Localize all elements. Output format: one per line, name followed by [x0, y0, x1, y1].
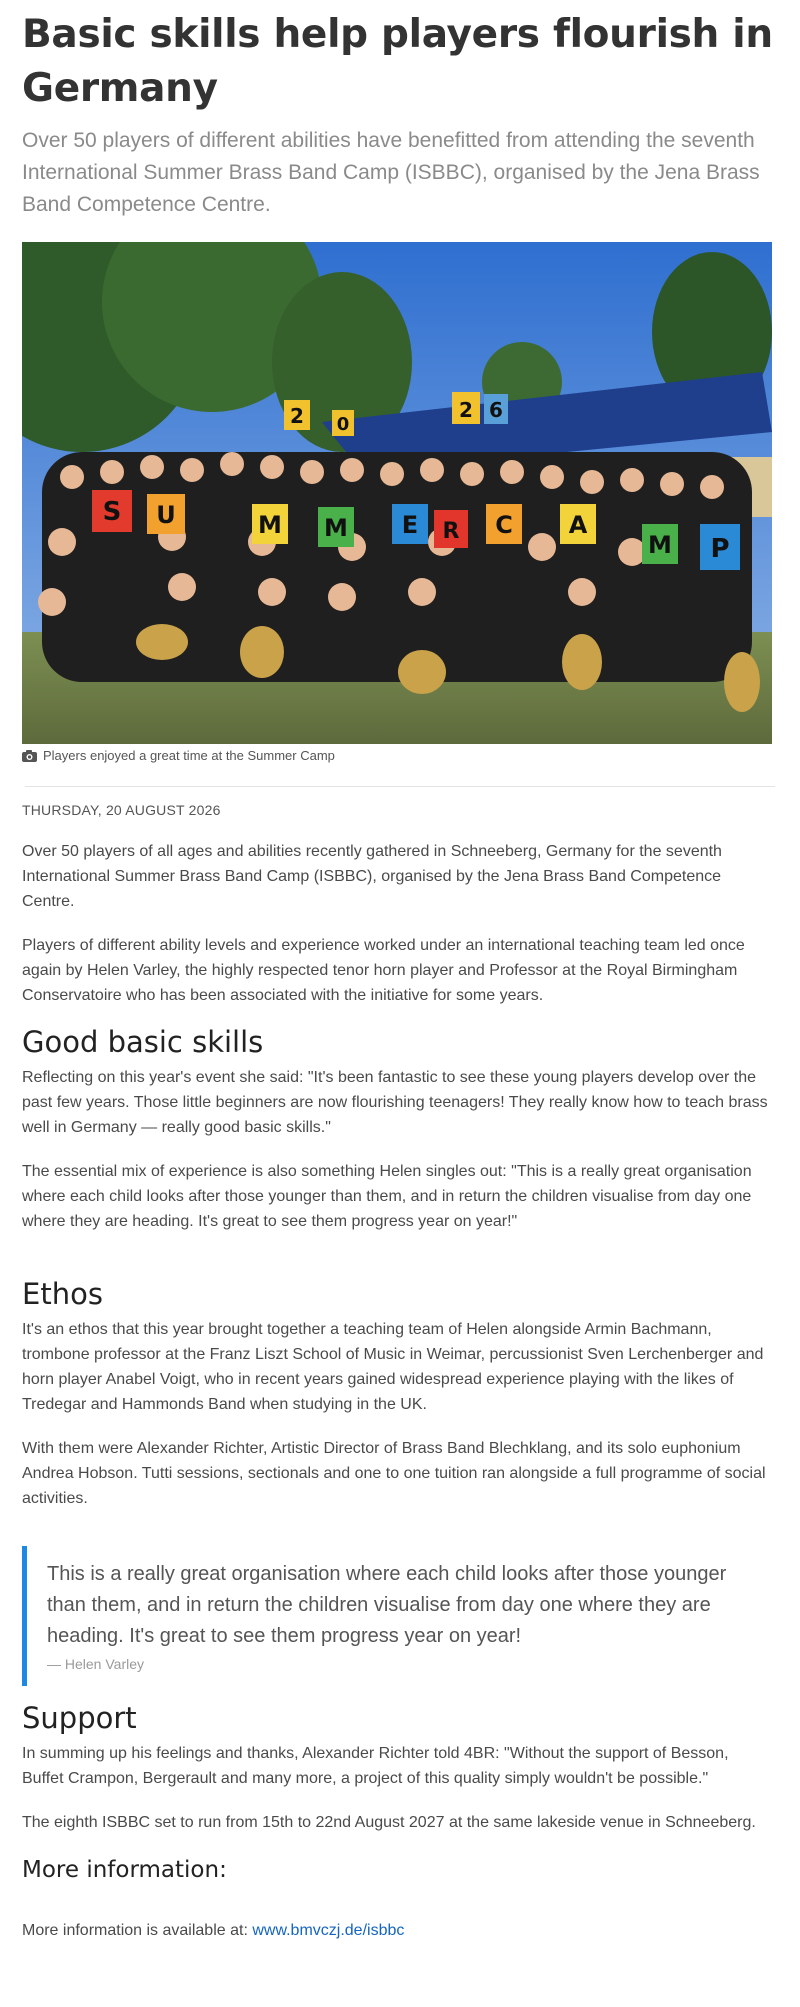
sign-letter: M [324, 514, 348, 542]
article-standfirst: Over 50 players of different abilities have benefitted from attending the seventh International Summer Brass Band Camp (ISBBC), organised by the Jena Brass Band Competence Centre. [22, 129, 760, 216]
body-paragraph: Over 50 players of all ages and abilities recently gathered in Schneeberg, Germany for the seventh International Summer Brass Band Camp (ISBBC), organised by the Jena Brass Band Competence Centre. [22, 843, 722, 910]
body-paragraph: It's an ethos that this year brought together a teaching team of Helen alongside Armin Bachmann, trombone professor at the Franz Liszt School of Music in Weimar, percussionist Sven Lerchenberger and horn player Anabel Voigt, who in recent years gained widespread experience playing with the likes of Tredegar and Hammonds Band when studying in the UK. [22, 1321, 764, 1413]
more-info-prefix: More information is available at: [22, 1922, 253, 1939]
sign-letter: 0 [336, 414, 350, 435]
more-info-link[interactable]: www.bmvczj.de/isbbc [252, 1922, 405, 1939]
section-heading: Good basic skills [22, 1025, 264, 1059]
sign-letter: C [495, 511, 513, 539]
divider [25, 786, 775, 787]
body-paragraph: With them were Alexander Richter, Artistic Director of Brass Band Blechklang, and its solo euphonium Andrea Hobson. Tutti sessions, sectionals and one to one tuition ran alongside a full programme of social activities. [22, 1440, 766, 1507]
image-caption [22, 747, 778, 765]
image-caption-text: Players enjoyed a great time at the Summer Camp [43, 748, 335, 763]
section-heading: Ethos [22, 1277, 103, 1311]
section-heading: Support [22, 1701, 137, 1735]
sign-letter: A [568, 511, 588, 539]
sign-letter: 2 [290, 404, 304, 428]
body-paragraph: The eighth ISBBC set to run from 15th to 22nd August 2027 at the same lakeside venue in Schneeberg. [22, 1814, 756, 1831]
group-photo-illustration [22, 242, 772, 744]
sign-letter: S [102, 497, 122, 527]
sign-letter: R [442, 519, 460, 544]
pull-quote-text: This is a really great organisation where each child looks after those younger than them, and in return the children visualise from day one where they are heading. It's great to see them progress year on year! [47, 1563, 727, 1647]
sign-letter: U [156, 501, 176, 529]
body-paragraph: Players of different ability levels and experience worked under an international teaching team led once again by Helen Varley, the highly respected tenor horn player and Professor at the Royal Birmingham Conservatoire who has been associated with the initiative for some years. [22, 937, 745, 1004]
pull-quote [22, 1546, 767, 1686]
sign-letter: M [258, 511, 282, 539]
sign-letter: P [710, 534, 730, 564]
more-info-heading: More information: [22, 1857, 227, 1883]
body-paragraph: Reflecting on this year's event she said: "It's been fantastic to see these young players develop over the past few years. Those little beginners are now flourishing teenagers! They really know how to teach brass well in Germany — really good basic skills." [22, 1069, 768, 1136]
sign-letter: M [648, 531, 672, 559]
more-info-paragraph [22, 1918, 772, 1943]
pull-quote-attribution: — Helen Varley [47, 1656, 145, 1672]
article-title: Basic skills help players flourish in Germany [22, 12, 773, 111]
body-paragraph: The essential mix of experience is also something Helen singles out: "This is a really great organisation where each child looks after those younger than them, and in return the children visualise from day one where they are heading. It's great to see them progress year on year!" [22, 1163, 752, 1230]
sign-letter: E [401, 511, 419, 539]
hero-photo[interactable] [22, 242, 772, 744]
camera-icon [22, 750, 37, 762]
body-paragraph: In summing up his feelings and thanks, Alexander Richter told 4BR: "Without the support of Besson, Buffet Crampon, Bergerault and many more, a project of this quality simply wouldn't be possible." [22, 1745, 729, 1787]
publish-date: THURSDAY, 20 AUGUST 2026 [22, 802, 221, 818]
sign-letter: 6 [489, 398, 503, 422]
sign-letter: 2 [459, 398, 473, 422]
